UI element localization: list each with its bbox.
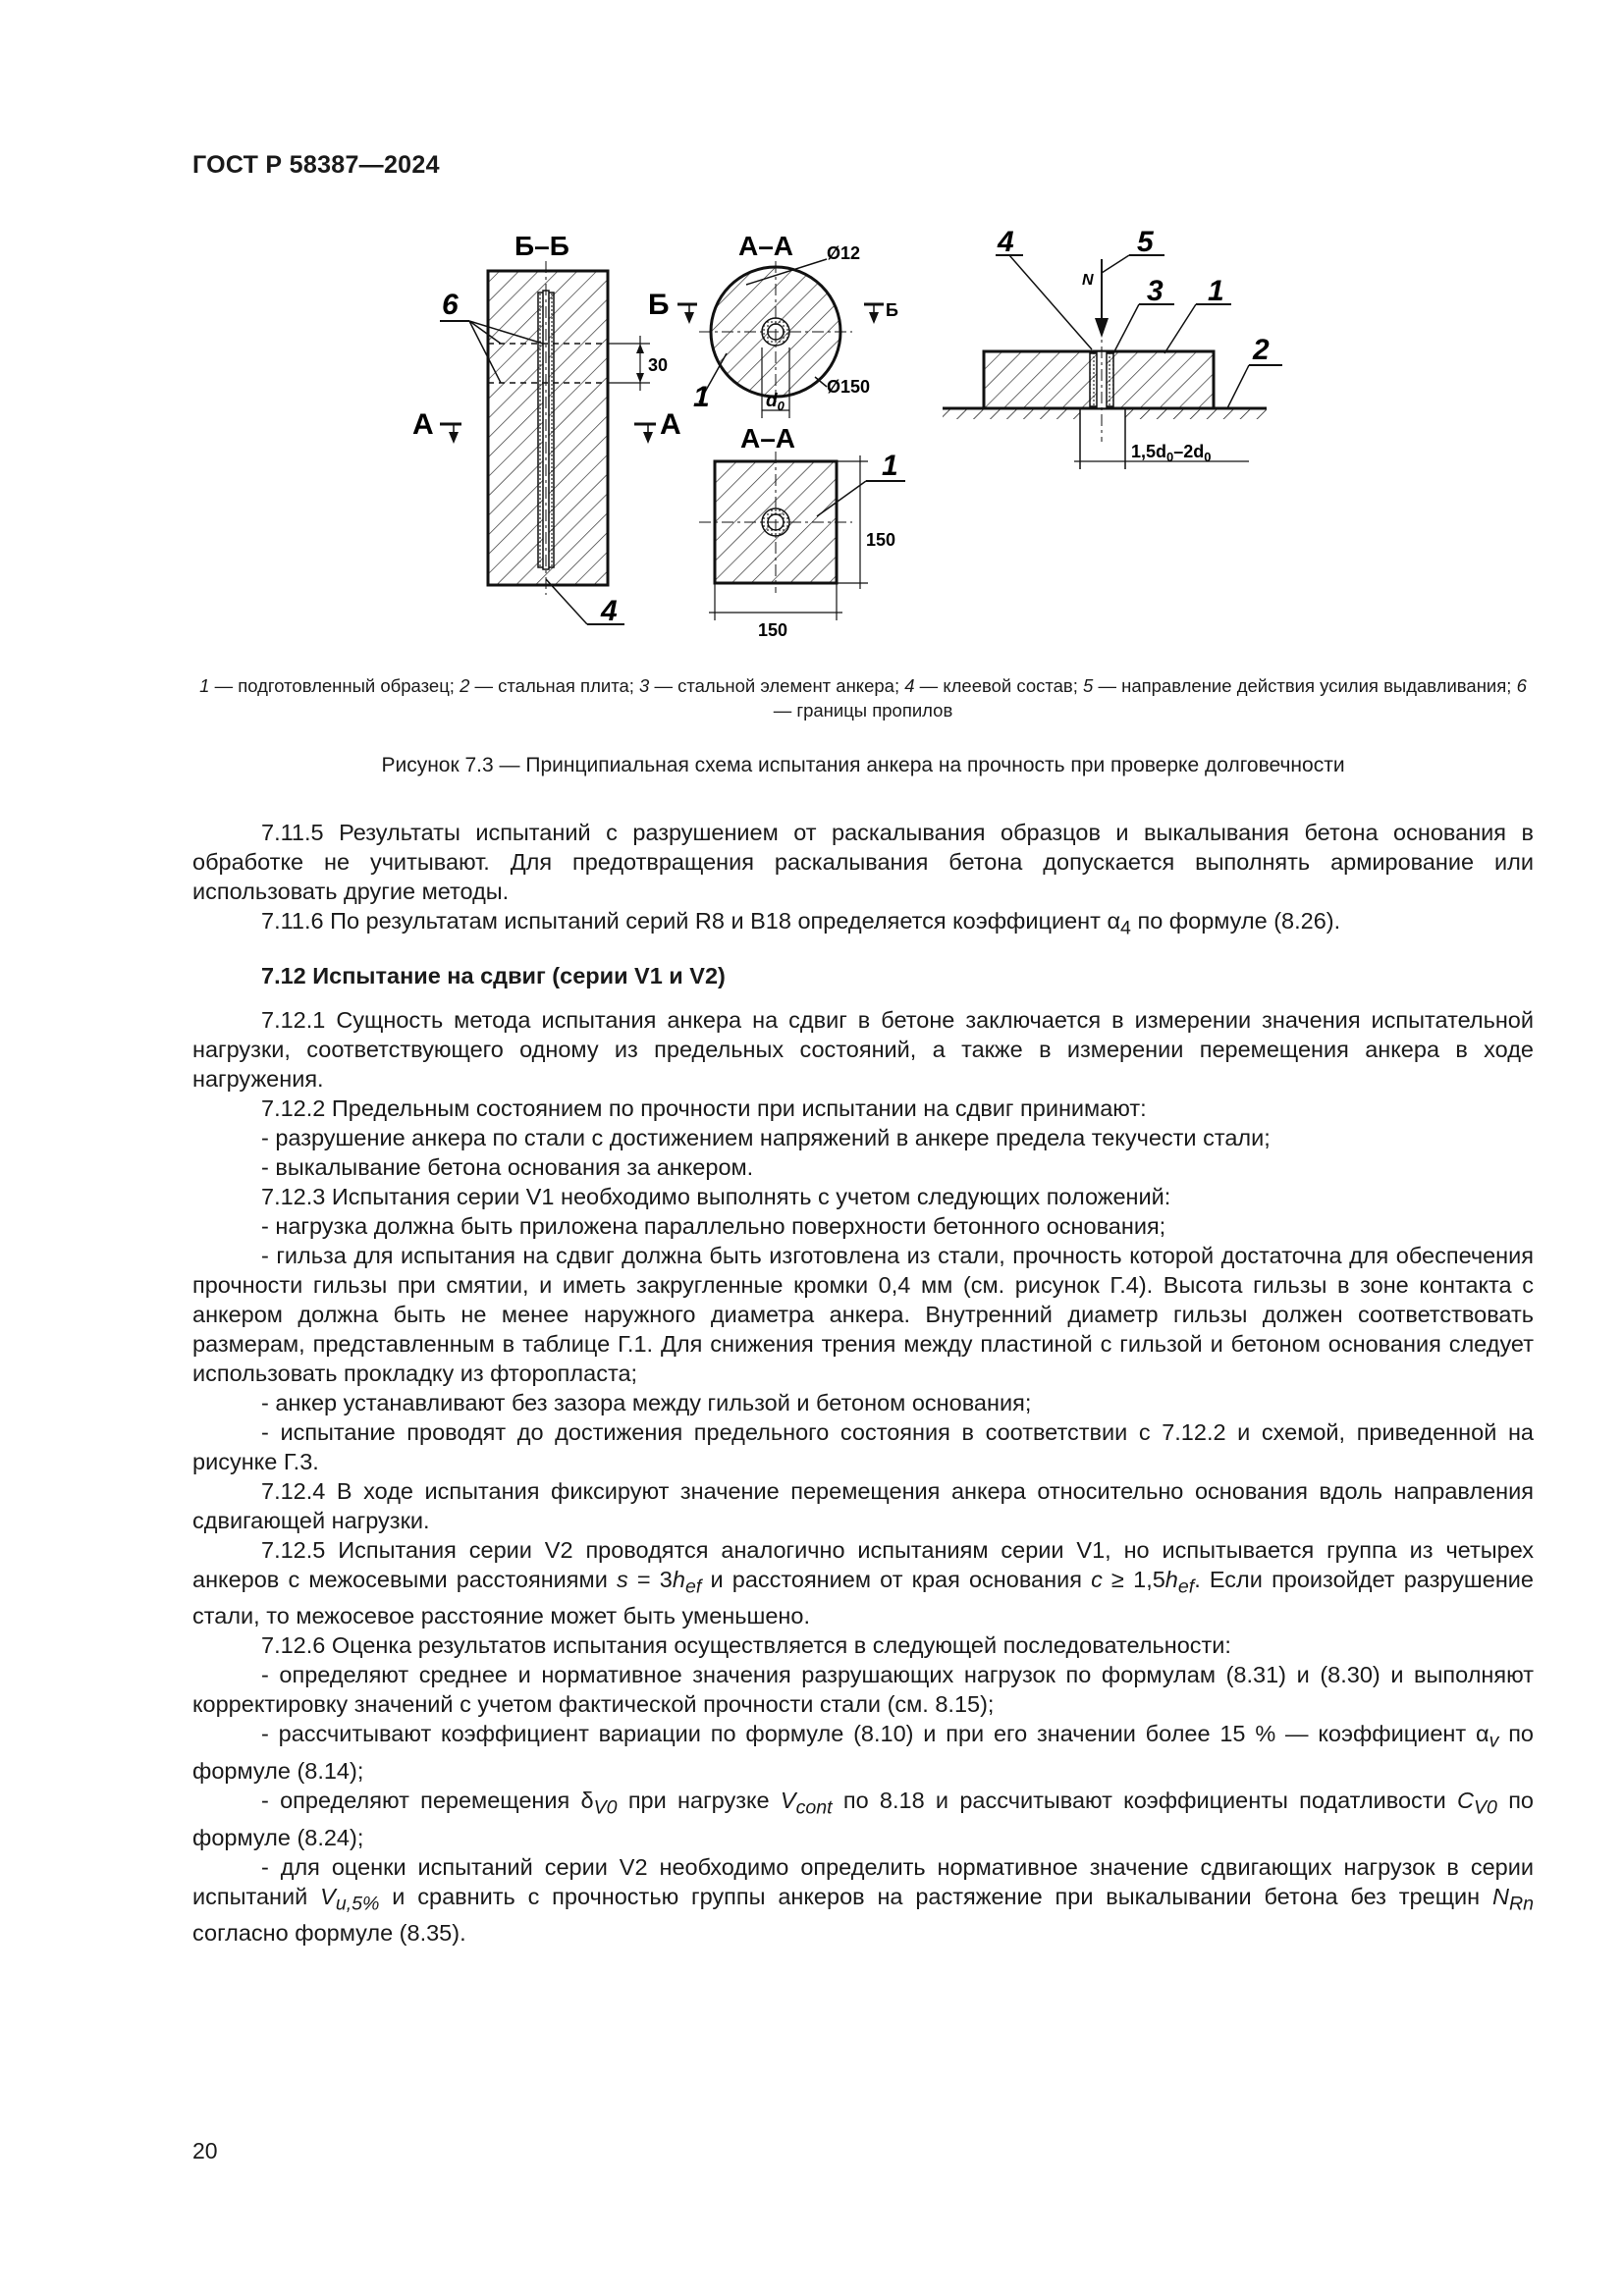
test-setup <box>943 226 1282 469</box>
cut-a-right: А <box>660 408 681 441</box>
para-7-12-2: 7.12.2 Предельным состоянием по прочности при испытании на сдвиг принимают: <box>261 1095 1147 1121</box>
list-item: - определяют среднее и нормативное значения разрушающих нагрузок по формулам (8.31) и (8.30) и выполняют корректировку значений с учетом фактической прочности стали (см. 8.15); <box>192 1662 1534 1718</box>
dia-150: Ø150 <box>827 377 871 397</box>
list-item: - для оценки испытаний серии V2 необходимо определить нормативное значение сдвигающих нагрузок в серии испытаний $V_{u,5\%}$ и сравнить с прочностью группы анкеров на растяжение при выкалывании бетона без трещин $N_{Rn}$ согласно формуле (8.35). <box>192 1853 1534 1947</box>
legend-num-3: 3 <box>639 675 650 696</box>
callout-1-square: 1 <box>882 450 898 482</box>
para-7-11-5: 7.11.5 Результаты испытаний с разрушением от раскалывания образцов и выкалывания бетона основания в обработке не учитывают. Для предотвращения раскалывания бетона допускается выполнять армирование или использовать другие методы. <box>192 820 1534 904</box>
legend-text-4: — клеевой состав; <box>914 675 1084 696</box>
legend-text-1: — подготовленный образец; <box>209 675 460 696</box>
para-7-12-6: 7.12.6 Оценка результатов испытания осуществляется в следующей последовательности: <box>261 1632 1231 1659</box>
legend-text-2: — стальная плита; <box>469 675 640 696</box>
para-7-11-6: 7.11.6 По результатам испытаний серий R8 и B18 определяется коэффициент $\alpha_4$ по формуле (8.26). <box>261 908 1341 939</box>
para-7-12-5: 7.12.5 Испытания серии V2 проводятся аналогично испытаниям серии V1, но испытывается группа из четырех анкеров с межосевыми расстояниями $s = 3h_{ef}$ и расстоянием от края основания $c \ge 1,5h_{ef}$. Если произойдет разрушение стали, то межосевое расстояние может быть уменьшено. <box>192 1536 1535 1629</box>
section-aa-round <box>648 231 898 418</box>
callout-5: 5 <box>1137 226 1154 258</box>
dim-150-vertical: 150 <box>866 530 896 550</box>
list-item: - выкалывание бетона основания за анкером. <box>261 1153 754 1180</box>
section-aa-title: А–А <box>738 231 794 261</box>
para-7-12-4: 7.12.4 В ходе испытания фиксируют значение перемещения анкера относительно основания вдоль направления сдвигающей нагрузки. <box>192 1477 1534 1533</box>
dim-30: 30 <box>648 355 669 375</box>
section-heading-7-12: 7.12 Испытание на сдвиг (серии V1 и V2) <box>261 962 726 988</box>
legend-text-6: — границы пропилов <box>773 700 953 721</box>
gap-dimension: $1,5d_0-2d_0$ <box>1131 442 1212 464</box>
page-number: 20 <box>192 2138 218 2163</box>
callout-1-setup: 1 <box>1208 275 1224 307</box>
legend-num-2: 2 <box>460 675 470 696</box>
figure-drawing <box>0 226 1624 658</box>
cut-a-left: А <box>412 408 434 441</box>
test-scheme-figure <box>0 226 1624 658</box>
cut-b-left: Б <box>648 289 670 321</box>
list-item: - определяют перемещения $\delta_{V0}$ при нагрузке $V_{cont}$ по 8.18 и рассчитывают коэффициенты податливости $C_{V0}$ по формуле (8.24); <box>192 1788 1534 1850</box>
list-item: - анкер устанавливают без зазора между гильзой и бетоном основания; <box>261 1389 1032 1415</box>
document-header: ГОСТ Р 58387—2024 <box>192 151 440 179</box>
legend-num-5: 5 <box>1083 675 1094 696</box>
callout-2: 2 <box>1253 334 1270 366</box>
callout-1-round: 1 <box>693 381 710 413</box>
legend-num-1: 1 <box>199 675 210 696</box>
legend-text-3: — стальной элемент анкера; <box>649 675 905 696</box>
dim-d0: $d_0$ <box>766 391 785 413</box>
callout-6: 6 <box>442 289 459 321</box>
list-item: - рассчитывают коэффициент вариации по формуле (8.10) и при его значении более 15 % — коэффициент $\alpha_v$ по формуле (8.14); <box>192 1721 1534 1785</box>
section-bb-title: Б–Б <box>514 231 569 261</box>
cut-b-right: Б <box>886 300 898 320</box>
figure-caption: Рисунок 7.3 — Принципиальная схема испытания анкера на прочность при проверке долговечности <box>381 754 1345 776</box>
callout-3: 3 <box>1147 275 1164 307</box>
callout-4-left: 4 <box>601 595 618 627</box>
list-item: - гильза для испытания на сдвиг должна быть изготовлена из стали, прочность которой достаточна для обеспечения прочности гильзы при смятии, и иметь закругленные кромки 0,4 мм (см. рисунок Г.4). Высота гильзы в зоне контакта с анкером должна быть не менее наружного диаметра анкера. Внутренний диаметр гильзы должен соответствовать размерам, представленным в таблице Г.1. Для снижения трения между пластиной с гильзой и бетоном основания следует использовать прокладку из фторопласта; <box>192 1242 1534 1386</box>
para-7-12-1: 7.12.1 Сущность метода испытания анкера на сдвиг в бетоне заключается в измерении значения испытательной нагрузки, соответствующего одному из предельных состояний, а также в измерении перемещения анкера в ходе нагружения. <box>192 1006 1534 1092</box>
section-aa-square <box>699 423 905 640</box>
list-item: - разрушение анкера по стали с достижением напряжений в анкере предела текучести стали; <box>261 1124 1271 1150</box>
force-n: N <box>1082 272 1094 289</box>
figure-legend <box>192 673 1534 722</box>
list-item: - испытание проводят до достижения предельного состояния в соответствии с 7.12.2 и схемой, приведенной на рисунке Г.3. <box>192 1418 1534 1474</box>
legend-num-6: 6 <box>1516 675 1527 696</box>
section-aa2-title: А–А <box>740 423 796 454</box>
list-item: - нагрузка должна быть приложена параллельно поверхности бетонного основания; <box>261 1212 1166 1239</box>
legend-text-5: — направление действия усилия выдавливания; <box>1093 675 1517 696</box>
legend-num-4: 4 <box>904 675 915 696</box>
callout-4-right: 4 <box>998 226 1014 258</box>
para-7-12-3: 7.12.3 Испытания серии V1 необходимо выполнять с учетом следующих положений: <box>261 1183 1171 1209</box>
dim-150-horizontal: 150 <box>758 620 788 640</box>
dia-12: Ø12 <box>827 243 861 263</box>
body-text <box>192 818 1534 1948</box>
section-bb <box>412 231 681 627</box>
